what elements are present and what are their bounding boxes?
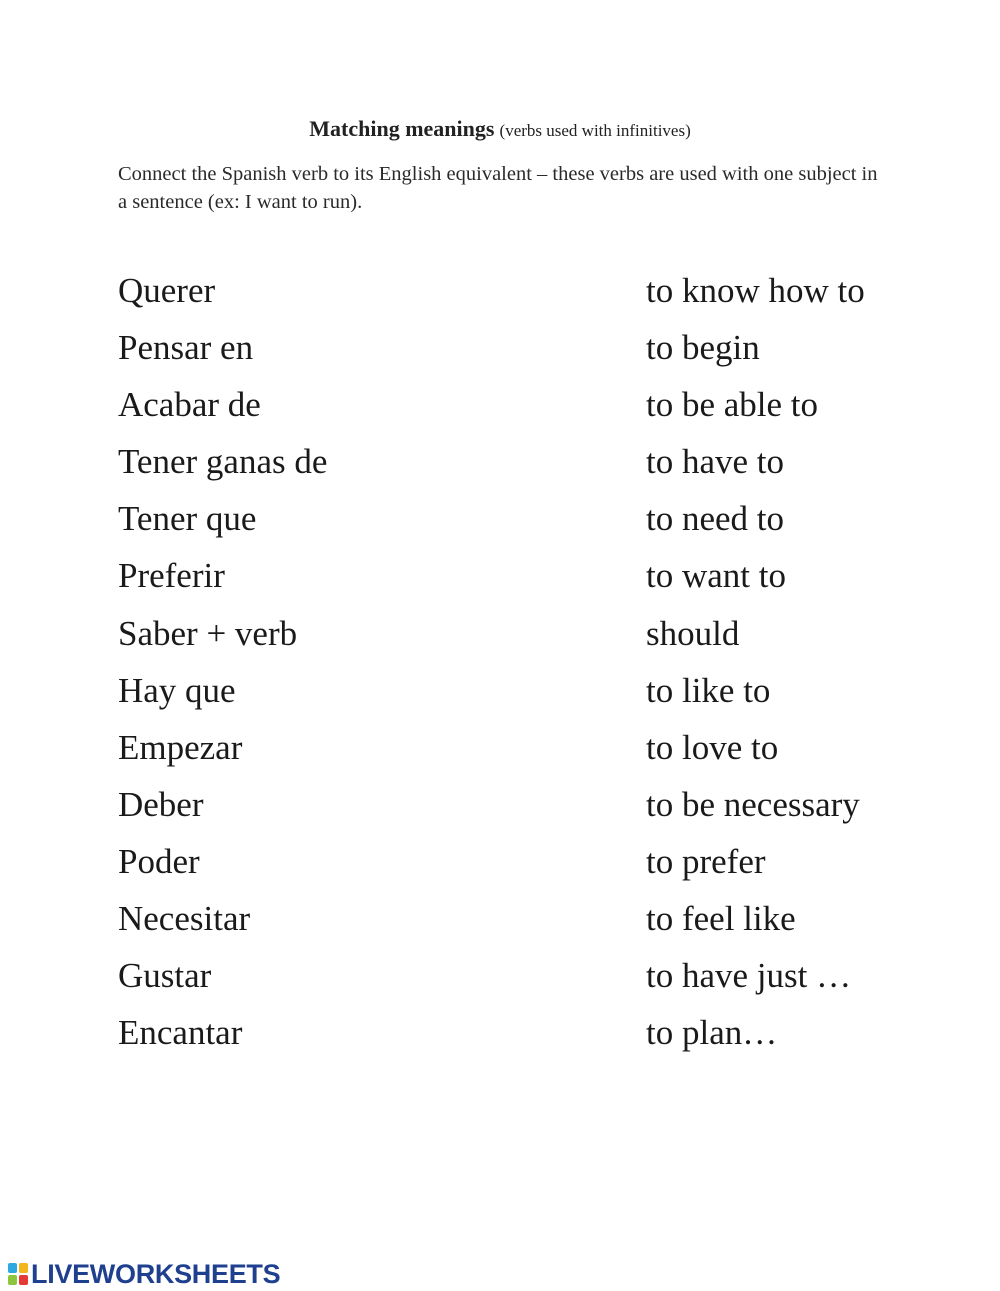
english-meaning-item[interactable]: to be necessary	[646, 784, 860, 824]
english-meaning-item[interactable]: to love to	[646, 727, 779, 767]
english-meaning-item[interactable]: to want to	[646, 556, 786, 596]
english-meaning-item[interactable]: to begin	[646, 328, 760, 368]
logo-square	[8, 1275, 17, 1285]
spanish-verb-item[interactable]: Preferir	[118, 556, 225, 596]
logo-square	[8, 1263, 17, 1273]
spanish-verb-item[interactable]: Encantar	[118, 1013, 243, 1053]
english-meaning-item[interactable]: to prefer	[646, 841, 766, 881]
english-meaning-item[interactable]: to need to	[646, 499, 785, 539]
spanish-verb-item[interactable]: Gustar	[118, 956, 212, 996]
spanish-verb-item[interactable]: Acabar de	[118, 385, 261, 425]
spanish-verb-item[interactable]: Deber	[118, 784, 204, 824]
spanish-verb-item[interactable]: Hay que	[118, 670, 236, 710]
english-meaning-item[interactable]: to be able to	[646, 385, 819, 425]
spanish-verb-item[interactable]: Tener que	[118, 499, 257, 539]
spanish-verb-item[interactable]: Poder	[118, 841, 200, 881]
spanish-verb-item[interactable]: Saber + verb	[118, 613, 298, 653]
title-subtitle: (verbs used with infinitives)	[499, 121, 691, 140]
spanish-verb-item[interactable]: Pensar en	[118, 328, 254, 368]
spanish-verb-item[interactable]: Tener ganas de	[118, 442, 328, 482]
spanish-verb-item[interactable]: Necesitar	[118, 899, 251, 939]
english-meaning-item[interactable]: to like to	[646, 670, 771, 710]
english-meaning-item[interactable]: to know how to	[646, 271, 865, 310]
spanish-verb-list	[118, 262, 327, 1061]
english-meaning-list	[646, 262, 865, 1061]
english-meaning-item[interactable]: to plan…	[646, 1013, 778, 1053]
english-meaning-item[interactable]: to have just …	[646, 956, 852, 996]
logo-square	[19, 1263, 28, 1273]
logo-mark-icon	[8, 1263, 28, 1285]
liveworksheets-logo	[8, 1259, 280, 1289]
english-meaning-item[interactable]: to feel like	[646, 899, 796, 939]
worksheet-title	[0, 116, 1000, 142]
spanish-verb-item[interactable]: Empezar	[118, 727, 243, 767]
english-meaning-item[interactable]: to have to	[646, 442, 785, 482]
logo-square	[19, 1275, 28, 1285]
english-meaning-item[interactable]: should	[646, 613, 740, 653]
instructions-text: Connect the Spanish verb to its English equivalent – these verbs are used with one subject in a sentence (ex: I want to run).	[118, 163, 878, 213]
title-main: Matching meanings	[309, 116, 495, 141]
spanish-verb-item[interactable]: Querer	[118, 271, 216, 310]
logo-text: LIVEWORKSHEETS	[31, 1259, 281, 1289]
